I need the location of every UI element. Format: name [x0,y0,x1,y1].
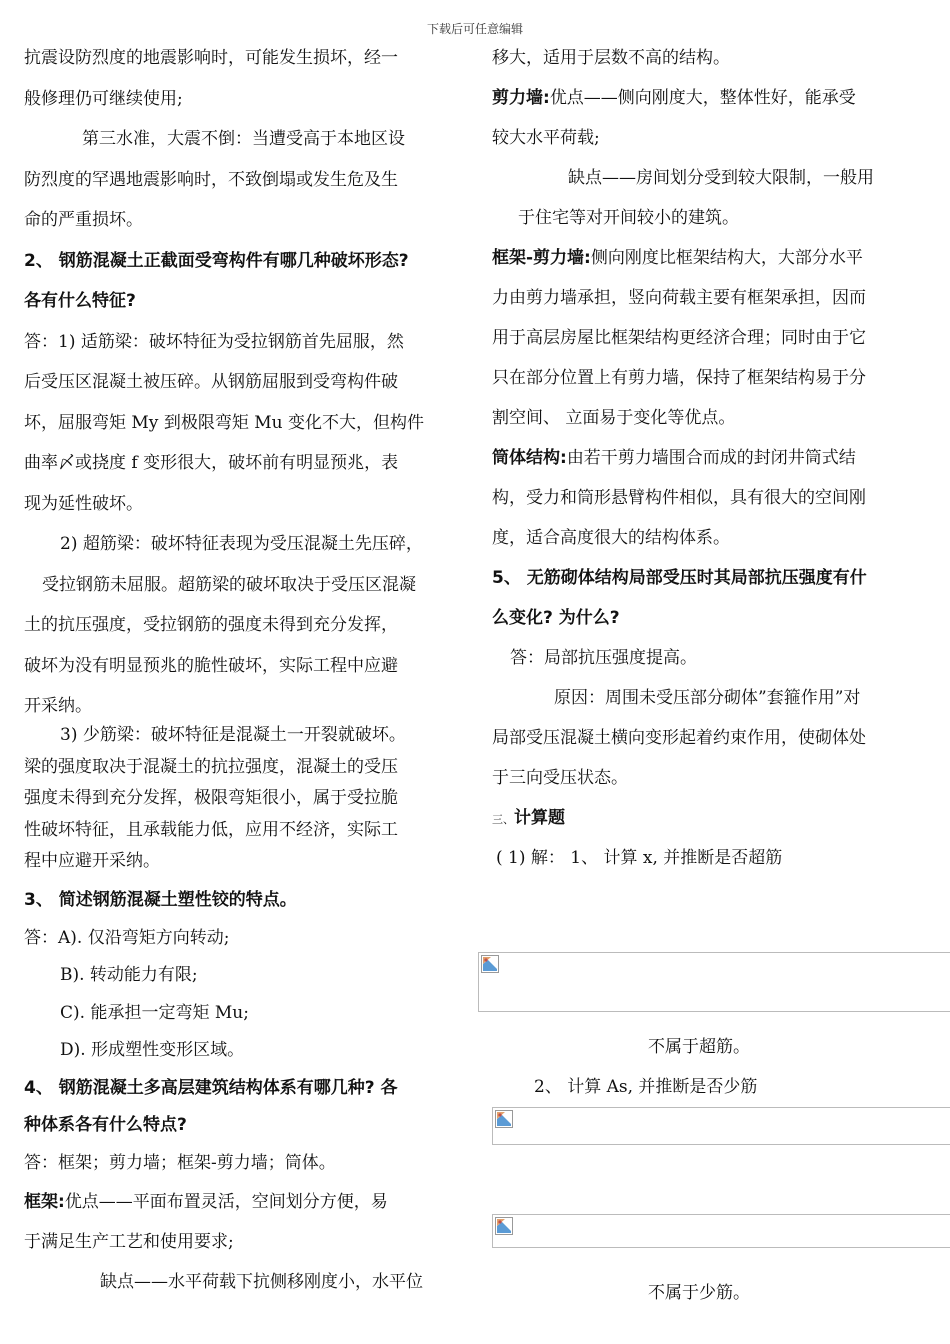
left-line: 坏，屈服弯矩 My 到极限弯矩 Mu 变化不大，但构件 [24,412,424,433]
frame-disadvantage: 缺点——水平荷载下抗侧移刚度小，水平位 [100,1272,423,1292]
frame-wall-label: 框架-剪力墙: [492,248,591,268]
solution-step-1: ( 1) 解： 1、 计算 x, 并推断是否超筋 [496,848,783,868]
reason-5-line-1: 原因：周围未受压部分砌体”套箍作用”对 [554,688,861,708]
not-under-reinforced: 不属于少筋。 [648,1283,750,1303]
left-line: 答：1) 适筋梁：破坏特征为受拉钢筋首先屈服，然 [24,331,404,352]
left2-line: 性破坏特征，且承载能力低，应用不经济，实际工 [24,819,398,840]
left3-line: 4、 钢筋混凝土多高层建筑结构体系有哪几种? 各 [24,1077,398,1098]
left-column-part3 [24,882,466,1302]
left-line: 土的抗压强度，受拉钢筋的强度未得到充分发挥， [24,615,398,635]
formula-image-3 [492,1214,950,1248]
left-line: 破坏为没有明显预兆的脆性破坏，实际工程中应避 [24,655,398,676]
left-line: 抗震设防烈度的地震影响时，可能发生损坏，经一 [24,48,398,68]
left2-line: 强度未得到充分发挥，极限弯矩很小，属于受拉脆 [24,788,398,808]
left-line: 2) 超筋梁：破坏特征表现为受压混凝土先压碎， [60,534,423,554]
shear-wall-disadvantage-cont: 于住宅等对开间较小的建筑。 [518,208,739,228]
calc-heading-num: 三、 [492,813,514,826]
left-line: 防烈度的罕遇地震影响时，不致倒塌或发生危及生 [24,169,398,190]
answer-5: 答：局部抗压强度提高。 [510,648,697,668]
shear-wall-advantage-cont: 较大水平荷载; [492,128,600,148]
not-over-reinforced: 不属于超筋。 [648,1037,750,1057]
formula-image-1 [478,952,950,1012]
calc-heading-text: 计算题 [514,808,565,828]
left3-line: 答：框架；剪力墙；框架-剪力墙；筒体。 [24,1152,336,1173]
frame-label: 框架: [24,1192,65,1212]
left3-line: 答：A). 仅沿弯矩方向转动; [24,927,230,948]
tube-label: 筒体结构: [492,448,567,468]
frame-advantage-cont: 于满足生产工艺和使用要求; [24,1232,234,1252]
left-line: 般修理仍可继续使用; [24,88,183,109]
left3-line: D). 形成塑性变形区域。 [60,1040,245,1060]
left-line: 第三水准，大震不倒：当遭受高于本地区设 [82,129,405,149]
left3-line: B). 转动能力有限; [60,965,198,985]
frame-wall-line-2: 力由剪力墙承担，竖向荷载主要有框架承担，因而 [492,288,866,308]
right-column [492,38,932,878]
left3-line: C). 能承担一定弯矩 Mu; [60,1002,249,1023]
reason-5-line-3: 于三向受压状态。 [492,768,628,788]
left-line: 2、 钢筋混凝土正截面受弯构件有哪几种破坏形态? [24,250,409,271]
left3-line: 种体系各有什么特点? [24,1115,187,1135]
solution-step-2: 2、 计算 As, 并推断是否少筋 [534,1077,758,1097]
page-header: 下载后可任意编辑 [426,22,523,36]
frame-advantage [24,1182,466,1222]
broken-image-icon [495,1110,513,1128]
tube-line-1 [492,438,932,478]
tube-line-3: 度，适合高度很大的结构体系。 [492,528,730,548]
left-line: 命的严重损坏。 [24,210,143,230]
reason-5-line-2: 局部受压混凝土横向变形起着约束作用，使砌体处 [492,728,866,748]
frame-wall-text: 侧向刚度比框架结构大，大部分水平 [590,248,863,268]
broken-image-icon [495,1217,513,1235]
shear-wall-advantage [492,78,932,118]
frame-adv-text: 优点——平面布置灵活，空间划分方便，易 [64,1192,388,1212]
frame-wall-line-5: 割空间、 立面易于变化等优点。 [492,408,736,428]
left2-line: 程中应避开采纳。 [24,851,160,871]
formula-image-2 [492,1107,950,1145]
left2-line: 梁的强度取决于混凝土的抗拉强度，混凝土的受压 [24,756,398,777]
left3-line: 3、 简述钢筋混凝土塑性铰的特点。 [24,890,297,910]
tube-text: 由若干剪力墙围合而成的封闭井筒式结 [566,448,856,468]
left-column [24,38,466,727]
left-line: 曲率〆或挠度 f 变形很大，破坏前有明显预兆，表 [24,453,399,473]
left-line: 后受压区混凝土被压碎。从钢筋屈服到受弯构件破 [24,372,398,392]
shear-wall-disadvantage: 缺点——房间划分受到较大限制，一般用 [568,168,874,188]
left-column-part2 [24,720,466,878]
left2-line: 3) 少筋梁：破坏特征是混凝土一开裂就破坏。 [60,725,406,745]
frame-wall-line-3: 用于高层房屋比框架结构更经济合理；同时由于它 [492,328,866,348]
frame-wall-line-4: 只在部分位置上有剪力墙，保持了框架结构易于分 [492,368,866,388]
shear-wall-adv-text: 优点——侧向刚度大，整体性好，能承受 [549,88,856,108]
left-line: 各有什么特征? [24,291,136,311]
question-5-title: 5、 无筋砌体结构局部受压时其局部抗压强度有什 [492,568,867,588]
frame-wall-line-1 [492,238,932,278]
left-line: 受拉钢筋未屈服。超筋梁的破坏取决于受压区混凝 [42,574,416,595]
broken-image-icon [481,955,499,973]
left-line: 开采纳。 [24,696,92,716]
left-line: 现为延性破坏。 [24,493,143,514]
r-line-1: 移大，适用于层数不高的结构。 [492,48,730,68]
tube-line-2: 构，受力和筒形悬臂构件相似，具有很大的空间刚 [492,488,866,508]
shear-wall-label: 剪力墙: [492,88,550,108]
question-5-title-cont: 么变化? 为什么? [492,608,620,628]
calc-heading [492,798,932,838]
